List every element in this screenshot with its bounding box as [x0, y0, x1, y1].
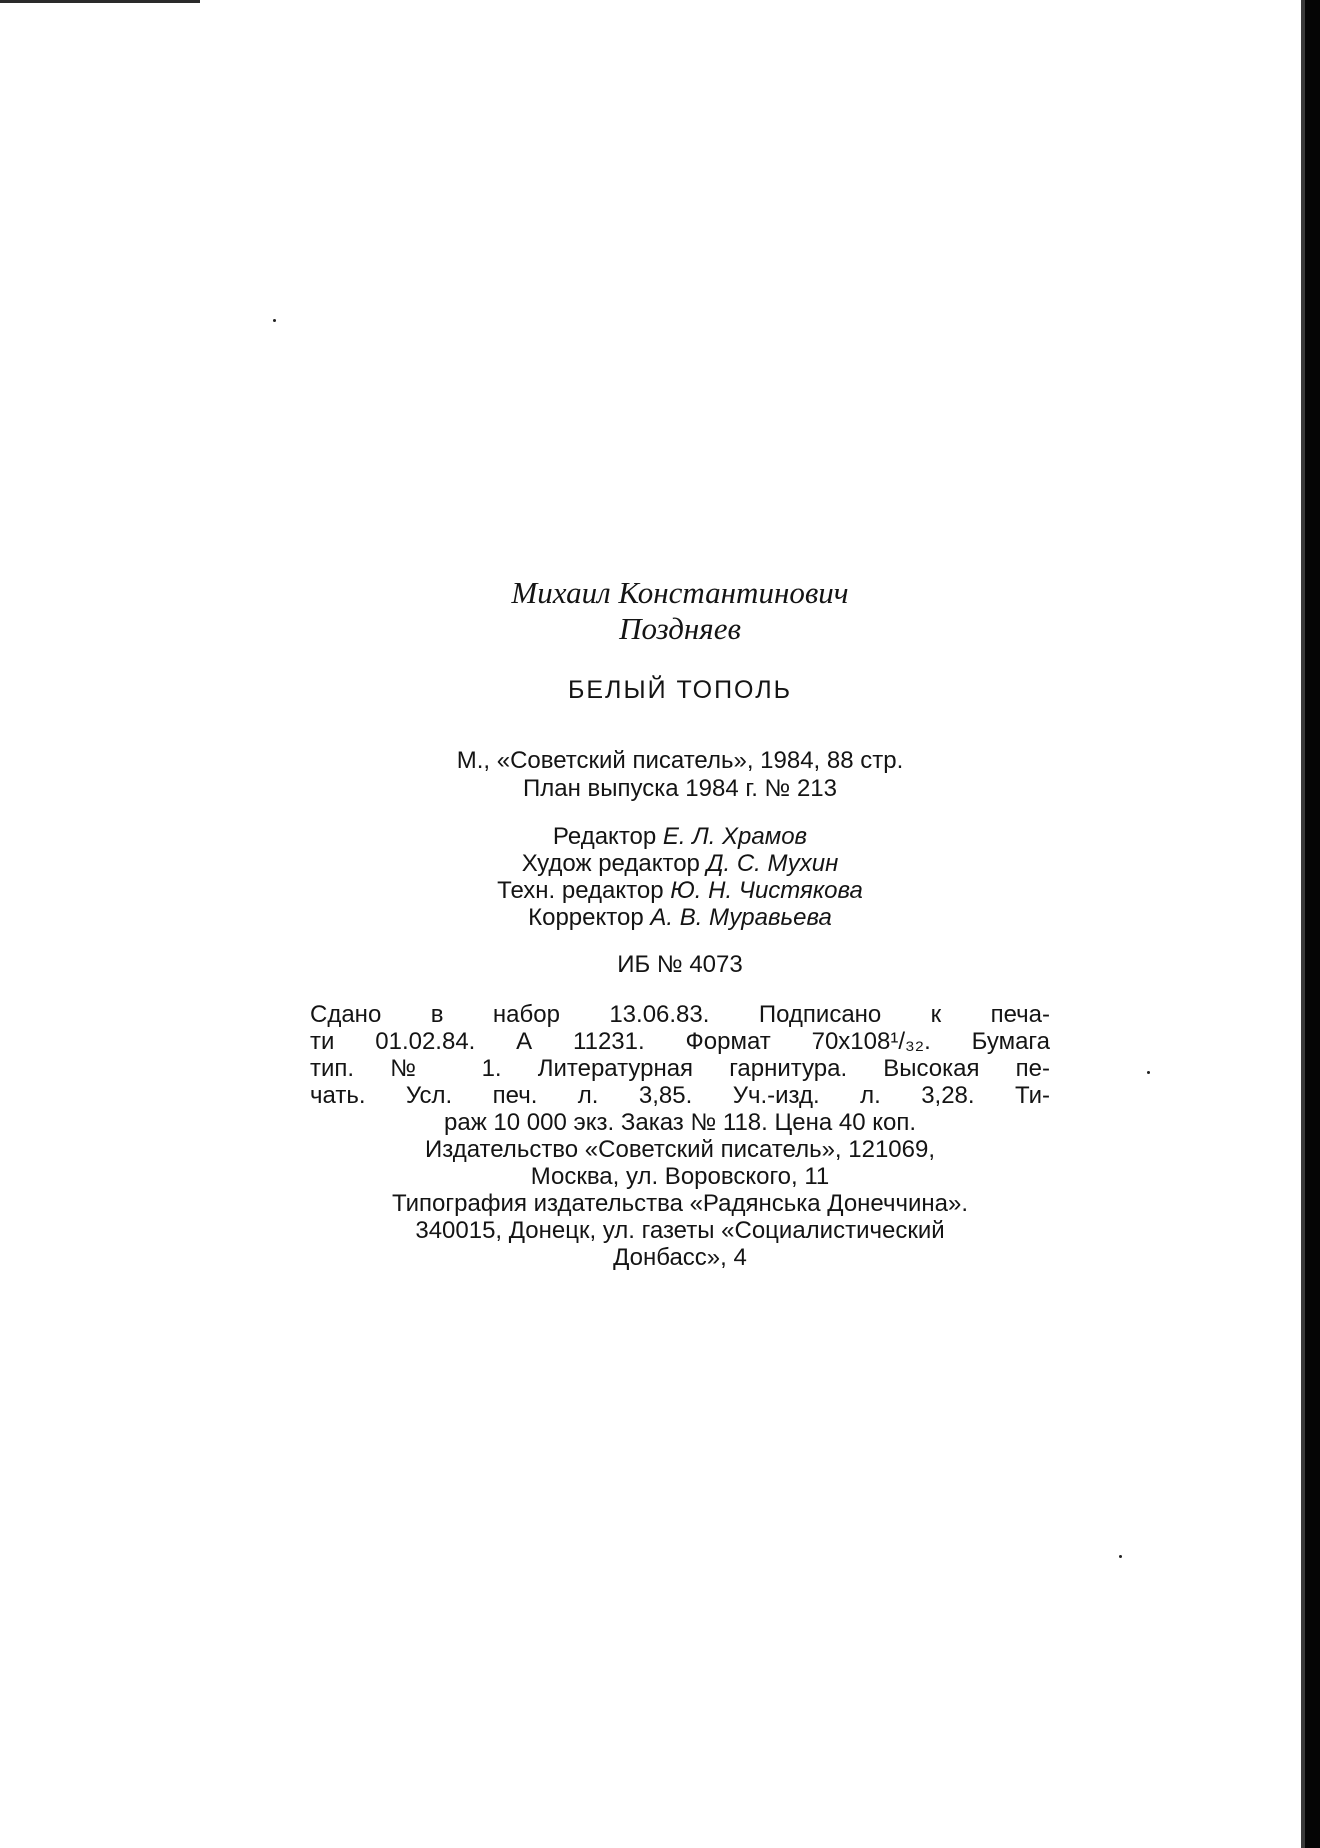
colophon: [310, 1001, 1050, 1271]
scan-dust-speck: [1147, 1071, 1150, 1074]
credit-role: Худож редактор: [521, 850, 700, 877]
publisher-address-line: Москва, ул. Воровского, 11: [530, 1163, 830, 1190]
credit-name: А. В. Муравьева: [650, 904, 832, 931]
credit-name: Ю. Н. Чистякова: [670, 877, 863, 904]
ib-number: ИБ № 4073: [617, 951, 743, 978]
imprint-page: [300, 575, 1060, 1271]
colophon-line: чать. Усл. печ. л. 3,85. Уч.-изд. л. 3,28. Ти-: [310, 1082, 1050, 1109]
credit-name: Е. Л. Храмов: [662, 823, 808, 850]
credit-role: Техн. редактор: [497, 877, 664, 904]
colophon-line: Сдано в набор 13.06.83. Подписано к печа-: [310, 1001, 1050, 1028]
publication-line: М., «Советский писатель», 1984, 88 стр.: [456, 747, 904, 774]
credit-editor: [300, 823, 1060, 850]
credits-block: [300, 823, 1060, 931]
colophon-line: раж 10 000 экз. Заказ № 118. Цена 40 коп.: [444, 1109, 916, 1136]
scan-artifact-top-line: [0, 0, 200, 3]
printer-address-line: 340015, Донецк, ул. газеты «Социалистический: [415, 1217, 945, 1244]
credit-role: Редактор: [552, 823, 657, 850]
credit-name: Д. С. Мухин: [706, 850, 839, 877]
book-title: БЕЛЫЙ ТОПОЛЬ: [567, 676, 793, 704]
colophon-line: тип. № 1. Литературная гарнитура. Высокая пе-: [310, 1055, 1050, 1082]
credit-role: Корректор: [528, 904, 644, 931]
author-first-line: Михаил Константинович: [511, 575, 849, 610]
credit-art-editor: [300, 850, 1060, 877]
author-name: [300, 575, 1060, 647]
scan-dust-speck: [1119, 1555, 1122, 1558]
author-surname: Поздняев: [619, 611, 741, 646]
publisher-line: Издательство «Советский писатель», 121069,: [424, 1136, 936, 1163]
printer-line: Типография издательства «Радянська Донеччина».: [391, 1190, 968, 1217]
scan-dust-speck: [273, 319, 276, 322]
printer-address-line: Донбасс», 4: [613, 1244, 747, 1271]
credit-tech-editor: [300, 877, 1060, 904]
credit-proofreader: [300, 904, 1060, 931]
publication-info: [300, 747, 1060, 803]
publication-plan-line: План выпуска 1984 г. № 213: [523, 775, 837, 802]
scan-artifact-right-edge: [1305, 0, 1320, 1848]
colophon-line: ти 01.02.84. А 11231. Формат 70x108¹/₃₂. Бумага: [310, 1028, 1050, 1055]
